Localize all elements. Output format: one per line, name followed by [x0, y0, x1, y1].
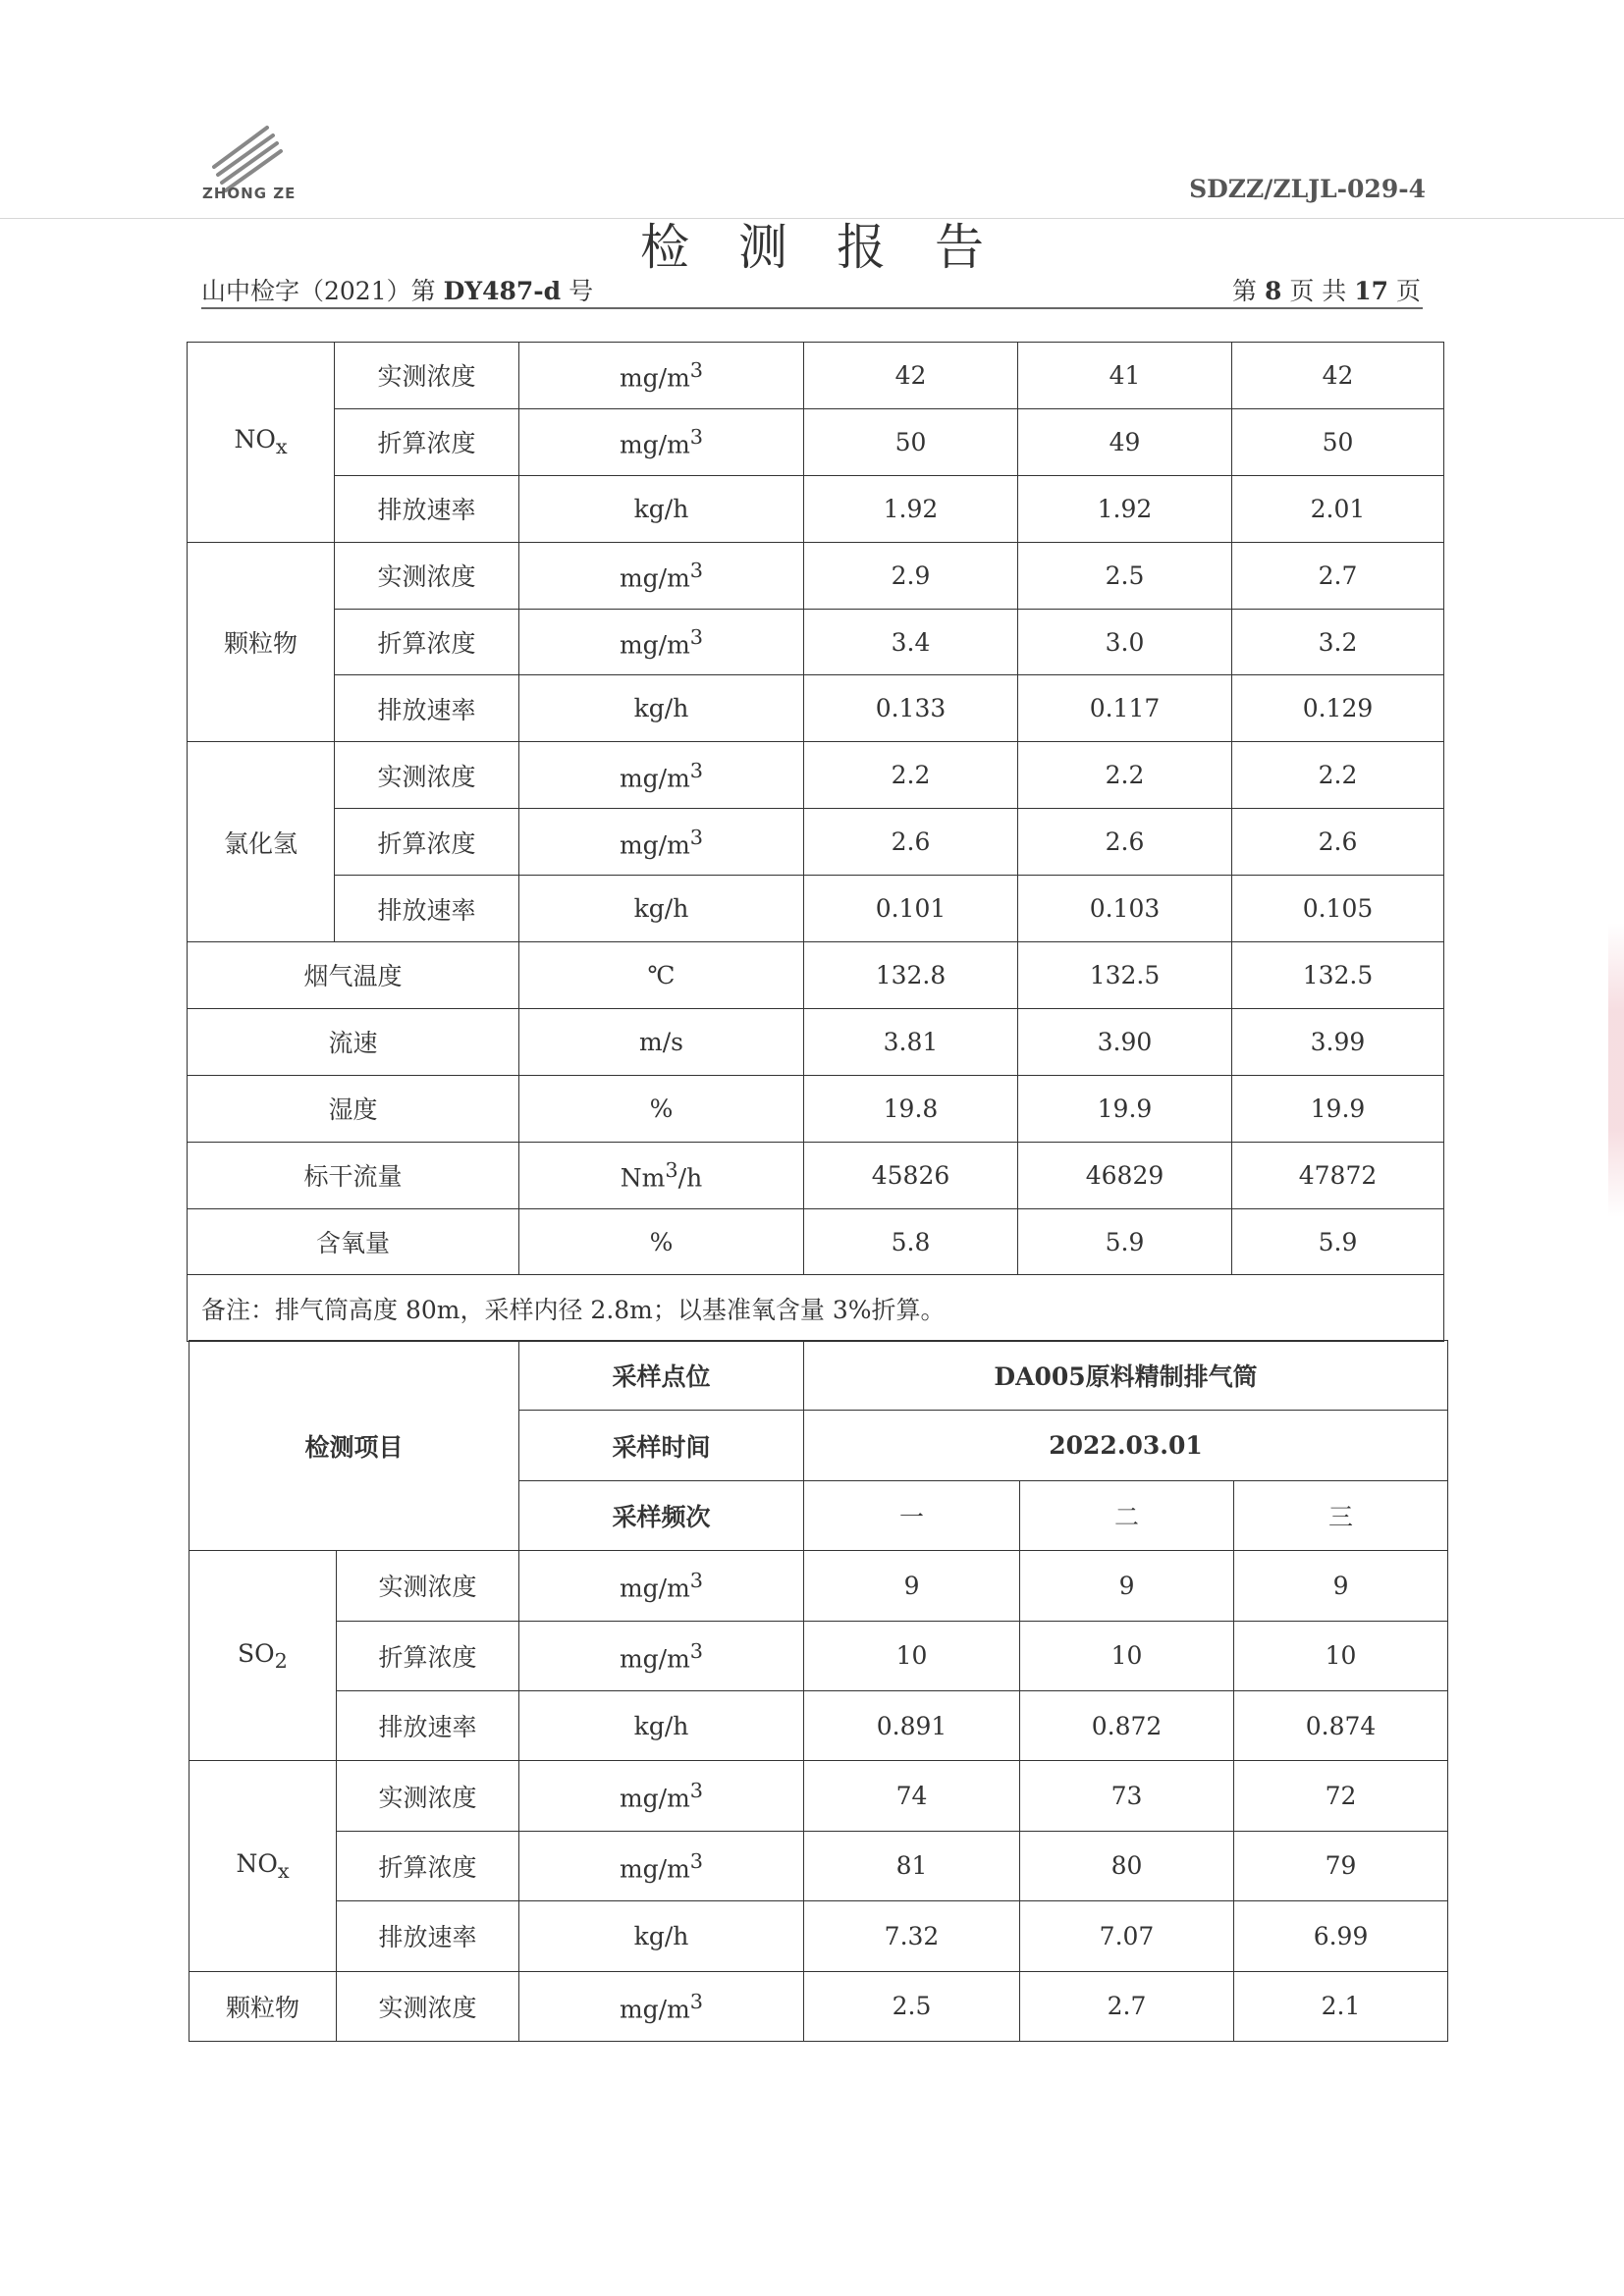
seal-edge-mark — [1608, 923, 1624, 1217]
value-cell: 45826 — [804, 1142, 1018, 1208]
pollutant-name: 颗粒物 — [188, 542, 335, 742]
table-row — [188, 475, 1444, 542]
metric-label: 排放速率 — [335, 675, 519, 742]
table-row — [189, 1831, 1448, 1900]
logo-stripes-icon — [196, 116, 295, 194]
metric-label: 实测浓度 — [337, 1551, 519, 1621]
results-table-2 — [189, 1340, 1448, 2042]
unit: $mg/m^3$ — [519, 1971, 804, 2041]
metric-label: 排放速率 — [335, 475, 519, 542]
param-label: 流速 — [188, 1008, 519, 1075]
value-cell: 74 — [804, 1761, 1020, 1831]
unit: $mg/m^3$ — [519, 408, 804, 475]
value-cell: 5.9 — [1232, 1208, 1444, 1275]
value-cell: 2.6 — [804, 809, 1018, 876]
value-cell: 2.2 — [804, 742, 1018, 809]
unit: $mg/m^3$ — [519, 1551, 804, 1621]
subheader-divider — [201, 307, 1423, 309]
value-cell: 42 — [1232, 343, 1444, 409]
value-cell: 50 — [1232, 408, 1444, 475]
value-cell: 2.7 — [1232, 542, 1444, 609]
table-row — [189, 1971, 1448, 2041]
pollutant-name: 颗粒物 — [189, 1971, 337, 2041]
table-row — [188, 942, 1444, 1009]
table-row — [188, 542, 1444, 609]
value-cell: 3.81 — [804, 1008, 1018, 1075]
table-row — [188, 1142, 1444, 1208]
value-cell: 0.105 — [1232, 876, 1444, 942]
table-row — [188, 1275, 1444, 1342]
unit: $mg/m^3$ — [519, 1761, 804, 1831]
value-cell: 72 — [1234, 1761, 1448, 1831]
table-row — [189, 1761, 1448, 1831]
value-cell: 3.99 — [1232, 1008, 1444, 1075]
value-cell: 2.7 — [1020, 1971, 1234, 2041]
value-cell: 1.92 — [804, 475, 1018, 542]
table-row — [188, 343, 1444, 409]
value-cell: 0.133 — [804, 675, 1018, 742]
table-row — [189, 1690, 1448, 1760]
value-cell: 49 — [1018, 408, 1232, 475]
value-cell: 2.5 — [804, 1971, 1020, 2041]
value-cell: 46829 — [1018, 1142, 1232, 1208]
metric-label: 排放速率 — [337, 1690, 519, 1760]
value-cell: 3.0 — [1018, 609, 1232, 675]
value-cell: 6.99 — [1234, 1901, 1448, 1971]
table-row — [188, 609, 1444, 675]
unit: kg/h — [519, 1901, 804, 1971]
document-code: SDZZ/ZLJL-029-4 — [1189, 175, 1426, 203]
value-cell: 2.6 — [1018, 809, 1232, 876]
metric-label: 排放速率 — [335, 876, 519, 942]
table-row — [188, 1008, 1444, 1075]
value-cell: 2.9 — [804, 542, 1018, 609]
metric-label: 折算浓度 — [337, 1831, 519, 1900]
unit: $mg/m^3$ — [519, 742, 804, 809]
pollutant-name: $NO_x$ — [189, 1761, 337, 1971]
value-cell: 73 — [1020, 1761, 1234, 1831]
value-cell: 0.874 — [1234, 1690, 1448, 1760]
time-value: 2022.03.01 — [804, 1411, 1448, 1480]
unit: $mg/m^3$ — [519, 1831, 804, 1900]
page-number: 第 8 页 共 17 页 — [1232, 277, 1421, 305]
item-header: 检测项目 — [189, 1341, 519, 1551]
param-label: 标干流量 — [188, 1142, 519, 1208]
value-cell: 19.9 — [1232, 1075, 1444, 1142]
value-cell: 132.5 — [1232, 942, 1444, 1009]
value-cell: 132.8 — [804, 942, 1018, 1009]
value-cell: 19.9 — [1018, 1075, 1232, 1142]
unit: $mg/m^3$ — [519, 542, 804, 609]
value-cell: 7.32 — [804, 1901, 1020, 1971]
table-row — [189, 1551, 1448, 1621]
results-table-1 — [187, 342, 1444, 1342]
unit: kg/h — [519, 675, 804, 742]
value-cell: 3.2 — [1232, 609, 1444, 675]
table-row — [188, 675, 1444, 742]
metric-label: 折算浓度 — [335, 609, 519, 675]
table-row — [189, 1621, 1448, 1690]
value-cell: 79 — [1234, 1831, 1448, 1900]
value-cell: 42 — [804, 343, 1018, 409]
value-cell: 10 — [804, 1621, 1020, 1690]
metric-label: 实测浓度 — [337, 1761, 519, 1831]
unit: m/s — [519, 1008, 804, 1075]
table-row — [188, 1075, 1444, 1142]
value-cell: 19.8 — [804, 1075, 1018, 1142]
param-label: 烟气温度 — [188, 942, 519, 1009]
pollutant-name: $NO_x$ — [188, 343, 335, 543]
value-cell: 9 — [804, 1551, 1020, 1621]
value-cell: 0.117 — [1018, 675, 1232, 742]
value-cell: 2.2 — [1018, 742, 1232, 809]
value-cell: 2.5 — [1018, 542, 1232, 609]
unit: Nm$^3$/h — [519, 1142, 804, 1208]
value-cell: 2.1 — [1234, 1971, 1448, 2041]
value-cell: 132.5 — [1018, 942, 1232, 1009]
value-cell: 80 — [1020, 1831, 1234, 1900]
site-value: DA005原料精制排气筒 — [804, 1341, 1448, 1411]
table-row — [188, 408, 1444, 475]
metric-label: 排放速率 — [337, 1901, 519, 1971]
freq-value: 三 — [1234, 1480, 1448, 1550]
value-cell: 5.8 — [804, 1208, 1018, 1275]
unit: % — [519, 1075, 804, 1142]
value-cell: 9 — [1234, 1551, 1448, 1621]
value-cell: 2.01 — [1232, 475, 1444, 542]
unit: kg/h — [519, 475, 804, 542]
freq-value: 二 — [1020, 1480, 1234, 1550]
value-cell: 9 — [1020, 1551, 1234, 1621]
table-header-row — [189, 1341, 1448, 1411]
value-cell: 0.891 — [804, 1690, 1020, 1760]
value-cell: 41 — [1018, 343, 1232, 409]
unit: % — [519, 1208, 804, 1275]
table-row — [188, 809, 1444, 876]
page-title: 检测报告 — [640, 219, 1033, 276]
metric-label: 实测浓度 — [335, 343, 519, 409]
metric-label: 实测浓度 — [335, 542, 519, 609]
value-cell: 47872 — [1232, 1142, 1444, 1208]
unit: kg/h — [519, 876, 804, 942]
table-row — [188, 1208, 1444, 1275]
table-row — [188, 742, 1444, 809]
unit: $mg/m^3$ — [519, 1621, 804, 1690]
unit: $mg/m^3$ — [519, 343, 804, 409]
value-cell: 5.9 — [1018, 1208, 1232, 1275]
value-cell: 3.90 — [1018, 1008, 1232, 1075]
site-label: 采样点位 — [519, 1341, 804, 1411]
value-cell: 50 — [804, 408, 1018, 475]
value-cell: 2.2 — [1232, 742, 1444, 809]
metric-label: 折算浓度 — [337, 1621, 519, 1690]
value-cell: 0.103 — [1018, 876, 1232, 942]
time-label: 采样时间 — [519, 1411, 804, 1480]
value-cell: 7.07 — [1020, 1901, 1234, 1971]
value-cell: 0.101 — [804, 876, 1018, 942]
pollutant-name: 氯化氢 — [188, 742, 335, 942]
freq-value: 一 — [804, 1480, 1020, 1550]
param-label: 湿度 — [188, 1075, 519, 1142]
value-cell: 81 — [804, 1831, 1020, 1900]
unit: $mg/m^3$ — [519, 609, 804, 675]
freq-label: 采样频次 — [519, 1480, 804, 1550]
value-cell: 3.4 — [804, 609, 1018, 675]
metric-label: 折算浓度 — [335, 809, 519, 876]
value-cell: 0.129 — [1232, 675, 1444, 742]
metric-label: 折算浓度 — [335, 408, 519, 475]
value-cell: 0.872 — [1020, 1690, 1234, 1760]
pollutant-name: $SO_2$ — [189, 1551, 337, 1761]
metric-label: 实测浓度 — [337, 1971, 519, 2041]
table-note: 备注：排气筒高度 80m，采样内径 2.8m；以基准氧含量 3%折算。 — [188, 1275, 1444, 1342]
value-cell: 10 — [1234, 1621, 1448, 1690]
value-cell: 1.92 — [1018, 475, 1232, 542]
table-row — [189, 1901, 1448, 1971]
table-row — [188, 876, 1444, 942]
param-label: 含氧量 — [188, 1208, 519, 1275]
metric-label: 实测浓度 — [335, 742, 519, 809]
unit: ℃ — [519, 942, 804, 1009]
value-cell: 2.6 — [1232, 809, 1444, 876]
value-cell: 10 — [1020, 1621, 1234, 1690]
logo-text: ZHONG ZE — [202, 185, 297, 202]
report-number: 山中检字（2021）第 DY487-d 号 — [201, 277, 594, 305]
unit: kg/h — [519, 1690, 804, 1760]
unit: $mg/m^3$ — [519, 809, 804, 876]
